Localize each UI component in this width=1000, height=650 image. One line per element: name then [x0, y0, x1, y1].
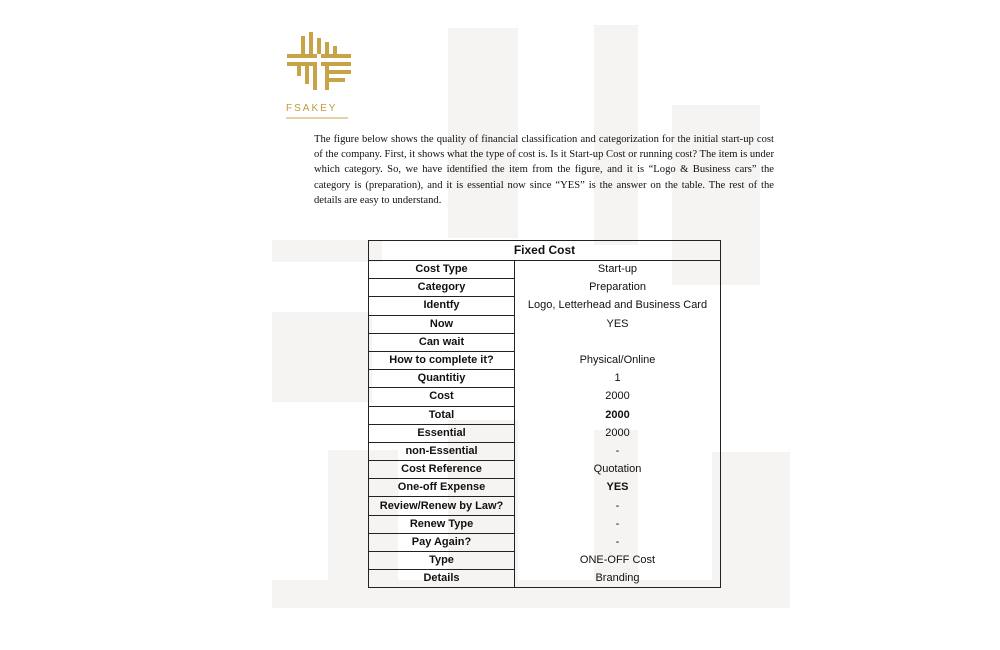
row-value: YES	[515, 315, 721, 333]
row-value: 1	[515, 370, 721, 388]
table-row	[369, 333, 721, 351]
table-row	[369, 388, 721, 406]
row-label: Now	[369, 315, 515, 333]
table-row	[369, 533, 721, 551]
row-value: 2000	[515, 406, 721, 424]
row-label: Essential	[369, 424, 515, 442]
row-value: -	[515, 442, 721, 460]
row-label: How to complete it?	[369, 351, 515, 369]
row-value: -	[515, 515, 721, 533]
row-value: Preparation	[515, 279, 721, 297]
table-row	[369, 497, 721, 515]
table-row	[369, 570, 721, 588]
row-value: -	[515, 533, 721, 551]
row-label: Cost Type	[369, 261, 515, 279]
row-value: Quotation	[515, 461, 721, 479]
fixed-cost-table	[368, 240, 721, 588]
row-label: One-off Expense	[369, 479, 515, 497]
row-label: Identfy	[369, 297, 515, 315]
row-label: Category	[369, 279, 515, 297]
table-row	[369, 406, 721, 424]
table-row	[369, 552, 721, 570]
table-row	[369, 261, 721, 279]
table-row	[369, 515, 721, 533]
row-value: Physical/Online	[515, 351, 721, 369]
row-label: Can wait	[369, 333, 515, 351]
row-label: Cost Reference	[369, 461, 515, 479]
row-label: non-Essential	[369, 442, 515, 460]
table-row	[369, 424, 721, 442]
row-value: 2000	[515, 424, 721, 442]
row-value: -	[515, 497, 721, 515]
row-label: Total	[369, 406, 515, 424]
table-row	[369, 442, 721, 460]
row-label: Type	[369, 552, 515, 570]
table-row	[369, 297, 721, 315]
row-value: YES	[515, 479, 721, 497]
table-row	[369, 279, 721, 297]
logo-wordmark: FSAKEY	[286, 103, 338, 114]
row-value: Branding	[515, 570, 721, 588]
row-label: Cost	[369, 388, 515, 406]
row-label: Pay Again?	[369, 533, 515, 551]
row-label: Quantitiy	[369, 370, 515, 388]
row-value	[515, 333, 721, 351]
table-row	[369, 315, 721, 333]
row-value: ONE-OFF Cost	[515, 552, 721, 570]
row-label: Review/Renew by Law?	[369, 497, 515, 515]
row-label: Details	[369, 570, 515, 588]
logo-tagline	[286, 117, 348, 119]
row-label: Renew Type	[369, 515, 515, 533]
row-value: Logo, Letterhead and Business Card	[515, 297, 721, 315]
table-row	[369, 370, 721, 388]
table-row	[369, 479, 721, 497]
table-row	[369, 461, 721, 479]
table-row	[369, 351, 721, 369]
row-value: Start-up	[515, 261, 721, 279]
intro-paragraph: The figure below shows the quality of financial classification and categorization for the initial start-up cost of the company. First, it shows what the type of cost is. Is it Start-up Cost or running cost? The item is under which category. So, we have identified the item from the figure, and it is “Logo & Business cars” the category is (preparation), and it is essential now since “YES” is the answer on the table. The rest of the details are easy to understand.	[314, 134, 774, 206]
table-header-row	[369, 241, 721, 261]
row-value: 2000	[515, 388, 721, 406]
table-title: Fixed Cost	[369, 241, 721, 261]
